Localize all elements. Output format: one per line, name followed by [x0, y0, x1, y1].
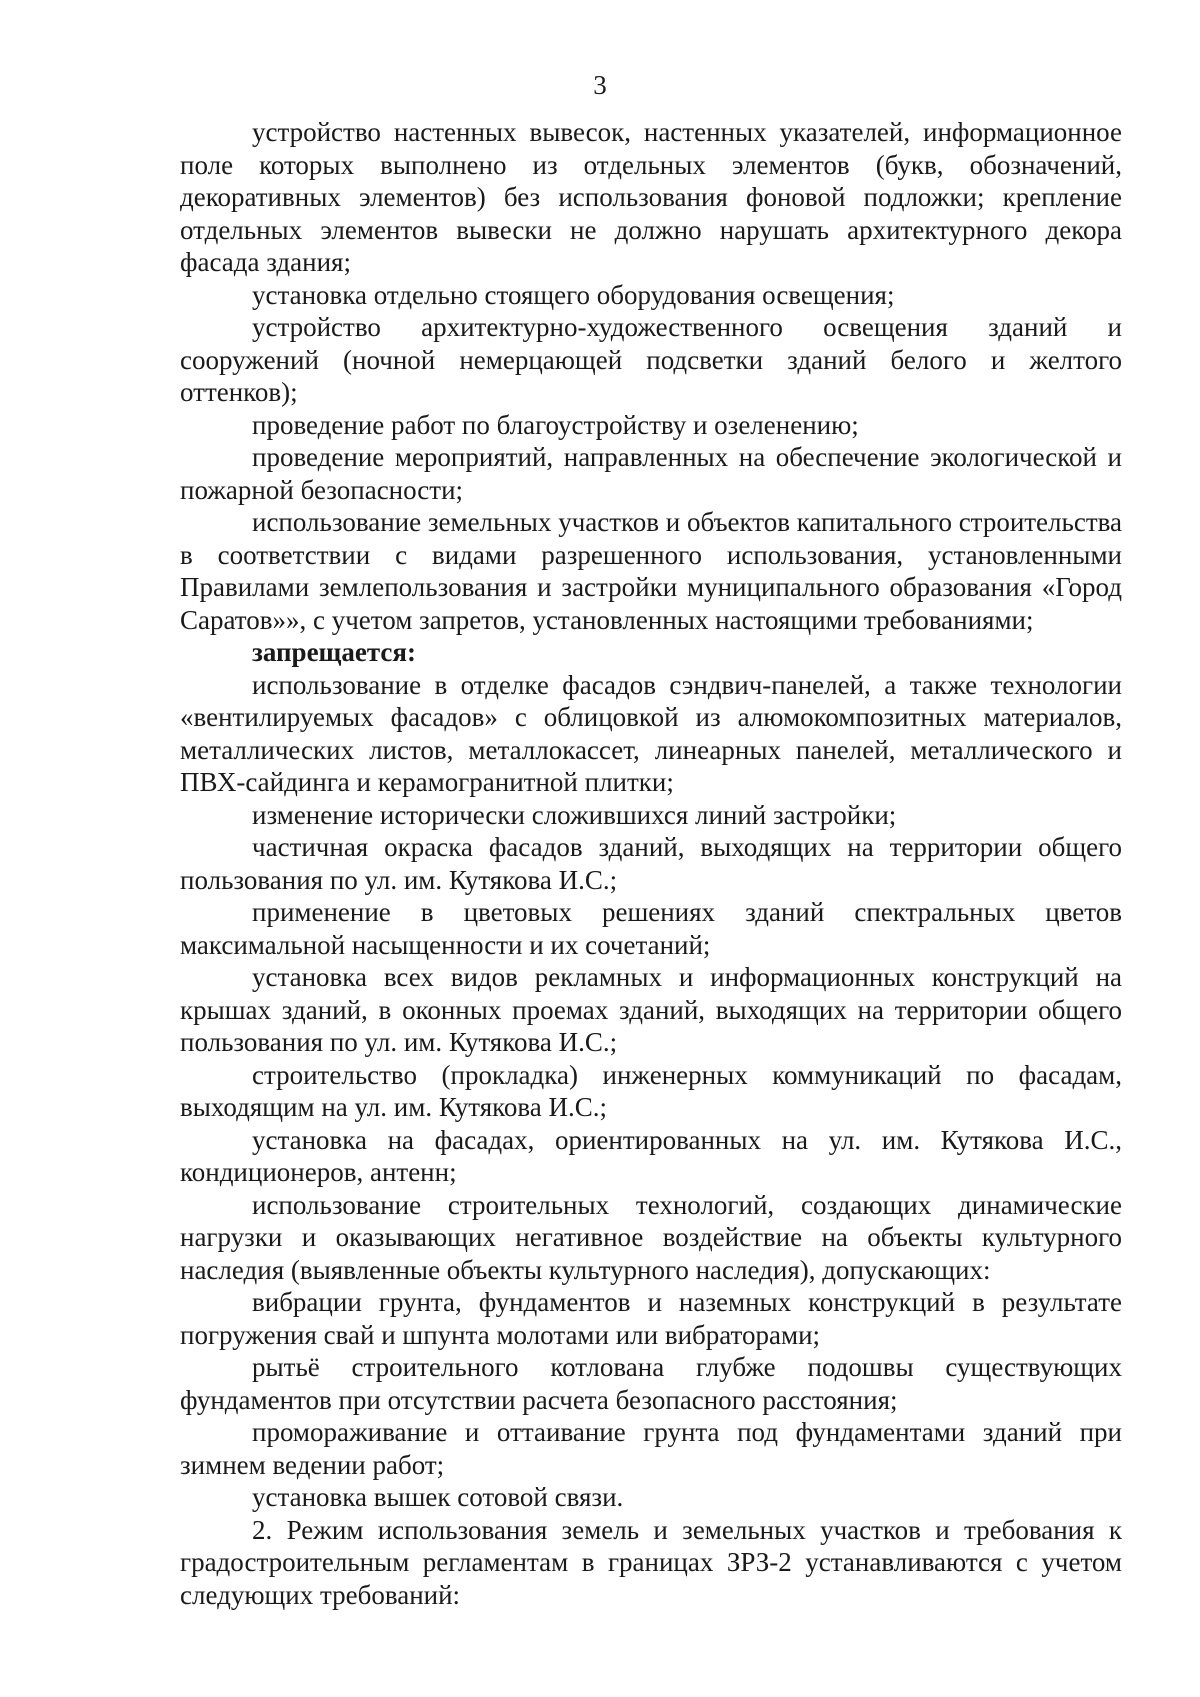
- paragraph: проведение мероприятий, направленных на обеспечение экологической и пожарной безопасности;: [180, 442, 1122, 505]
- paragraph: установка вышек сотовой связи.: [252, 1482, 624, 1512]
- paragraph: использование строительных технологий, создающих динамические нагрузки и оказывающих негативное воздействие на объекты культурного наследия (выявленные объекты культурного наследия), допускающих:: [180, 1189, 1122, 1285]
- paragraph: использование земельных участков и объектов капитального строительства в соответствии с видами разрешенного использования, установленными Правилами землепользования и застройки муниципального образования «Город Саратов»», с учетом запретов, установленных настоящими требованиями;: [180, 507, 1122, 635]
- paragraph: вибрации грунта, фундаментов и наземных конструкций в результате погружения свай и шпунта молотами или вибраторами;: [180, 1287, 1122, 1350]
- paragraph: применение в цветовых решениях зданий спектральных цветов максимальной насыщенности и их сочетаний;: [180, 897, 1122, 960]
- page-number: 3: [593, 70, 607, 100]
- document-body: [180, 116, 1122, 1611]
- paragraph: установка всех видов рекламных и информационных конструкций на крышах зданий, в оконных проемах зданий, выходящих на территории общего пользования по ул. им. Кутякова И.С.;: [180, 962, 1122, 1057]
- paragraph: установка отдельно стоящего оборудования освещения;: [252, 279, 895, 310]
- paragraph: устройство архитектурно-художественного освещения зданий и сооружений (ночной немерцающей подсветки зданий белого и желтого оттенков);: [180, 312, 1122, 407]
- paragraph: проведение работ по благоустройству и озеленению;: [252, 409, 859, 440]
- paragraph: 2. Режим использования земель и земельных участков и требования к градостроительным регламентам в границах ЗРЗ-2 устанавливаются с учетом следующих требований:: [180, 1514, 1122, 1610]
- paragraph: рытьё строительного котлована глубже подошвы существующих фундаментов при отсутствии расчета безопасного расстояния;: [180, 1352, 1122, 1415]
- paragraph: использование в отделке фасадов сэндвич-панелей, а также технологии «вентилируемых фасадов» с облицовкой из алюмокомпозитных материалов, металлических листов, металлокассет, линеарных панелей, металлического и ПВХ-сайдинга и керамогранитной плитки;: [180, 669, 1122, 797]
- paragraph: изменение исторически сложившихся линий застройки;: [252, 799, 897, 830]
- paragraph: частичная окраска фасадов зданий, выходящих на территории общего пользования по ул. им. Кутякова И.С.;: [180, 832, 1122, 895]
- paragraph: промораживание и оттаивание грунта под фундаментами зданий при зимнем ведении работ;: [180, 1417, 1122, 1480]
- paragraph: установка на фасадах, ориентированных на ул. им. Кутякова И.С., кондиционеров, антенн;: [180, 1124, 1122, 1187]
- section-heading: запрещается:: [252, 637, 417, 667]
- paragraph: устройство настенных вывесок, настенных указателей, информационное поле которых выполнено из отдельных элементов (букв, обозначений, декоративных элементов) без использования фоновой подложки; крепление отдельных элементов вывески не должно нарушать архитектурного декора фасада здания;: [180, 117, 1122, 277]
- paragraph: строительство (прокладка) инженерных коммуникаций по фасадам, выходящим на ул. им. Кутякова И.С.;: [180, 1059, 1122, 1122]
